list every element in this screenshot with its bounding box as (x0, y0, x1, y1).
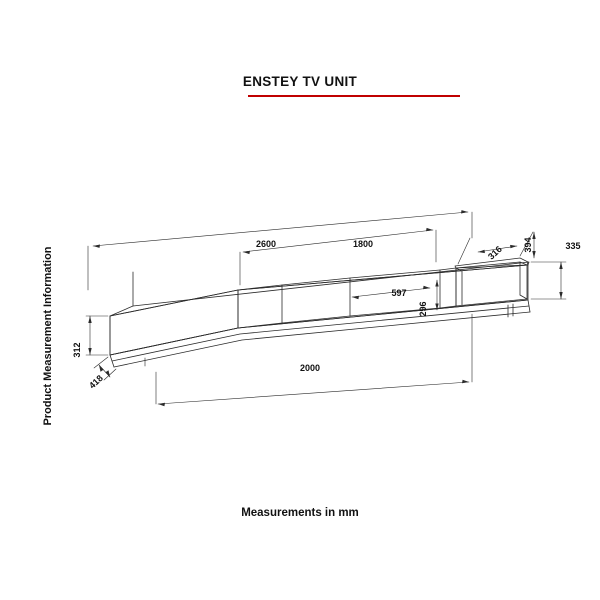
side-label: Product Measurement Information (42, 246, 54, 426)
dim-label-597: 597 (391, 288, 407, 298)
ext-line-2600 (88, 212, 472, 290)
right-module-inner (456, 268, 462, 305)
arrow-418-b (105, 370, 110, 377)
arrow-316-b (510, 245, 517, 248)
base-top-line (110, 300, 528, 355)
dim-label-316: 316 (486, 244, 504, 262)
dim-label-418: 418 (87, 373, 105, 391)
cabinet-front-face (238, 265, 528, 328)
dim-label-1800: 1800 (352, 239, 374, 249)
dim-label-312: 312 (72, 342, 82, 358)
foot-right (508, 304, 513, 317)
dim-line-2600 (93, 212, 468, 246)
arrow-2600-right (461, 210, 468, 213)
dim-label-296: 296 (418, 301, 428, 317)
arrow-312-top (88, 316, 91, 323)
ext-line-2000 (156, 314, 472, 404)
drawer-divider-1 (238, 285, 282, 328)
arrow-316-a (478, 250, 485, 253)
arrow-2000-right (462, 380, 469, 383)
page-title: ENSTEY TV UNIT (242, 74, 358, 89)
arrow-2600-left (93, 245, 100, 248)
arrow-418-a (99, 365, 104, 372)
dim-line-2000 (158, 382, 469, 404)
footer-note: Measurements in mm (241, 507, 359, 519)
arrow-312-bottom (88, 348, 91, 355)
arrow-1800-right (426, 228, 433, 231)
dim-label-2600: 2600 (255, 239, 277, 249)
arrow-1800-left (243, 251, 250, 254)
right-module-bottom (520, 295, 527, 299)
arrow-2000-left (158, 403, 165, 406)
dim-label-335: 335 (565, 241, 581, 251)
arrow-335-top (559, 262, 562, 269)
arrow-335-bottom (559, 292, 562, 299)
base-mid-line (112, 306, 529, 361)
drawer-panel-c (440, 268, 456, 308)
arrow-296-top (435, 280, 438, 287)
dim-label-2000: 2000 (299, 363, 321, 373)
drawer-panel-a (282, 278, 350, 323)
cabinet-top-back-edge (110, 265, 528, 316)
dim-label-394: 394 (523, 237, 533, 253)
